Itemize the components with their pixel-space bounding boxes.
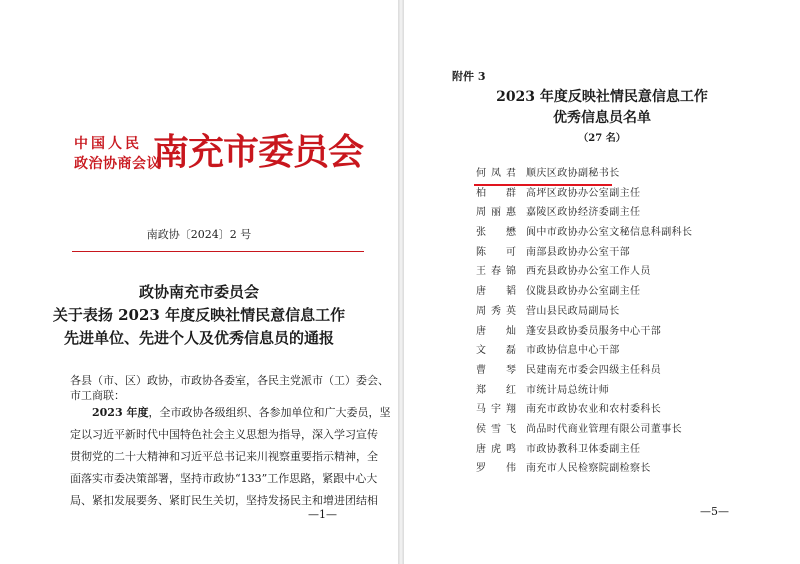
roster-name: 马宇翔 (476, 404, 516, 416)
notice-title-line2: 关于表扬 2023 年度反映社情民意信息工作 (52, 306, 346, 324)
roster-position: 顺庆区政协副秘书长 (526, 168, 620, 179)
notice-title-line3: 先进单位、先进个人及优秀信息员的通报 (63, 329, 334, 347)
roster-row (476, 184, 776, 204)
roster-name: 周秀英 (476, 305, 516, 317)
roster-row (476, 164, 776, 184)
roster-count: （27 名） (578, 133, 626, 144)
roster-position: 高坪区政协办公室副主任 (526, 187, 641, 199)
roster-name: 文磊 (476, 345, 516, 357)
roster-row (476, 381, 776, 401)
roster-position: 蓬安县政协委员服务中心干部 (526, 325, 662, 337)
roster-position: 民建南充市委会四级主任科员 (526, 364, 662, 376)
addressee-line2: 市工商联： (70, 389, 125, 402)
roster-name: 曹琴 (476, 364, 516, 376)
roster-list (476, 164, 776, 479)
roster-row (476, 420, 776, 440)
body-line1-rest: ，全市政协各级组织、各参加单位和广大委员，坚 (148, 406, 391, 419)
roster-name: 侯雪飞 (476, 423, 516, 435)
roster-row (476, 440, 776, 460)
roster-position: 阆中市政协办公室文秘信息科副科长 (526, 227, 693, 239)
roster-name: 周丽惠 (476, 207, 516, 219)
roster-row (476, 361, 776, 381)
roster-position: 仪陇县政协办公室副主任 (526, 286, 641, 298)
roster-name: 唐灿 (476, 325, 516, 337)
body-line2: 定以习近平新时代中国特色社会主义思想为指导，深入学习宣传 (70, 428, 378, 441)
page-number-left: —1— (308, 508, 337, 521)
body-line5: 局、紧扣发展要务、紧盯民生关切，坚持发扬民主和增进团结相 (70, 494, 378, 507)
right-page (404, 0, 800, 564)
roster-position: 南充市政协农业和农村委科长 (526, 404, 662, 416)
roster-position: 市政协教科卫体委副主任 (526, 443, 641, 455)
red-divider (72, 251, 364, 252)
roster-row (476, 223, 776, 243)
roster-title-line1: 2023 年度反映社情民意信息工作 (496, 89, 708, 105)
roster-row (476, 282, 776, 302)
body-line4: 面落实市委决策部署，坚持市政协“133”工作思路，紧跟中心大 (70, 472, 378, 485)
roster-row (476, 262, 776, 282)
roster-row (476, 243, 776, 263)
header-org-line2: 政治协商会议 (74, 156, 161, 172)
roster-position: 尚品时代商业管理有限公司董事长 (526, 423, 682, 435)
body-line3: 贯彻党的二十大精神和习近平总书记来川视察重要指示精神，全 (70, 450, 378, 463)
roster-name: 唐韬 (476, 286, 516, 298)
roster-position: 市统计局总统计师 (526, 384, 610, 396)
roster-row (476, 400, 776, 420)
body-paragraph (70, 402, 391, 512)
addressee-line1: 各县（市、区）政协，市政协各委室，各民主党派市（工）委会、 (70, 374, 389, 387)
roster-name: 王春锦 (476, 266, 516, 278)
body-lead: 2023 年度 (92, 406, 149, 419)
roster-row (476, 203, 776, 223)
roster-position: 南充市人民检察院副检察长 (526, 463, 651, 475)
notice-title-line1: 政协南充市委员会 (138, 283, 259, 301)
page-number-right: —5— (700, 505, 729, 518)
roster-name: 郑红 (476, 384, 516, 396)
header-org-name (74, 134, 161, 174)
roster-position: 营山县民政局副局长 (526, 305, 620, 317)
header-org-line1: 中国人民 (74, 136, 142, 152)
roster-position: 市政协信息中心干部 (526, 345, 620, 357)
roster-row (476, 341, 776, 361)
roster-row (476, 302, 776, 322)
roster-name: 唐虎鸣 (476, 443, 516, 455)
roster-name: 何凤君 (476, 168, 516, 179)
roster-name: 罗伟 (476, 463, 516, 475)
body-line1 (70, 402, 391, 424)
roster-title-line2: 优秀信息员名单 (553, 110, 651, 126)
left-page (0, 0, 398, 564)
roster-position: 西充县政协办公室工作人员 (526, 266, 651, 278)
attachment-label: 附件 3 (452, 70, 486, 83)
roster-row (476, 459, 776, 479)
roster-name: 陈可 (476, 246, 516, 258)
roster-position: 南部县政协办公室干部 (526, 246, 630, 258)
roster-name: 柏群 (476, 187, 516, 199)
roster-name: 张懋 (476, 227, 516, 239)
roster-position: 嘉陵区政协经济委副主任 (526, 207, 641, 219)
roster-row (476, 322, 776, 342)
header-brand: 南充市委员会 (153, 131, 364, 173)
doc-number: 南政协〔2024〕2 号 (146, 228, 252, 241)
